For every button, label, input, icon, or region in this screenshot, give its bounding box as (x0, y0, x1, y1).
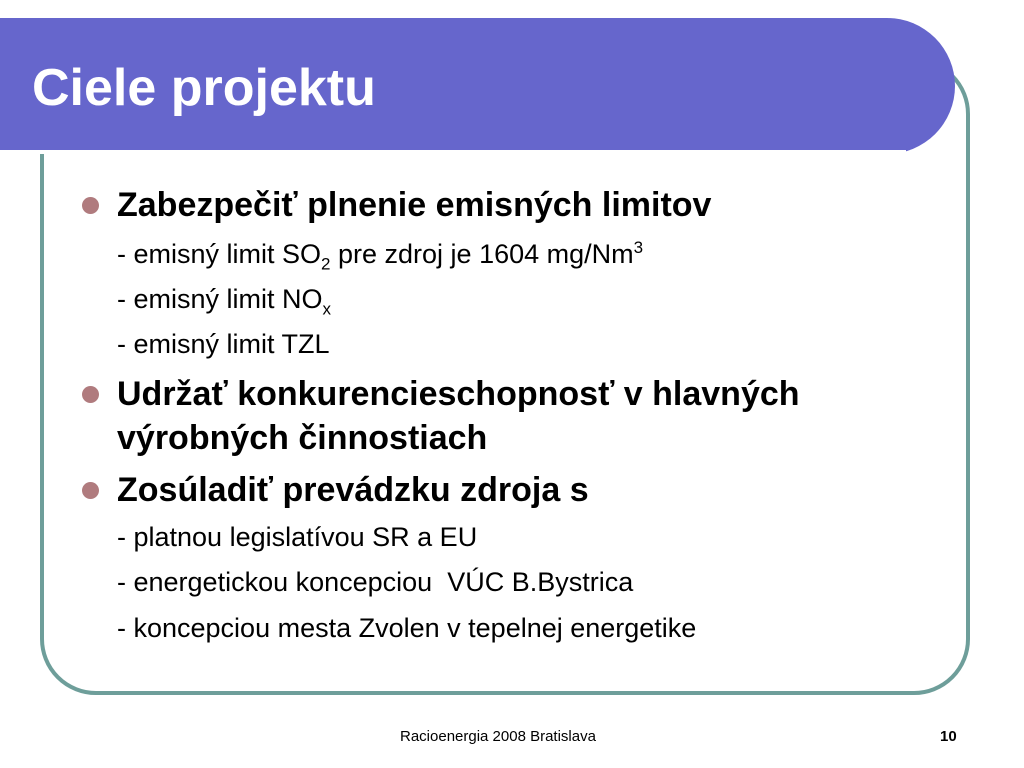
bullet-harmonize-operation (117, 468, 937, 512)
subscript: 2 (321, 254, 331, 274)
subitem-city-concept (117, 612, 696, 644)
subitem-so2-limit (117, 238, 644, 274)
subitem-nox-limit (117, 283, 332, 319)
bullet-text: Zabezpečiť plnenie emisných limitov (117, 186, 712, 224)
bullet-dot-icon (82, 197, 99, 214)
subitem-text: - emisný limit NO (117, 284, 323, 314)
subitem-text: - emisný limit TZL (117, 329, 330, 359)
subitem-tzl-limit (117, 328, 330, 360)
subitem-text: - koncepciou mesta Zvolen v tepelnej energetike (117, 613, 697, 643)
bullet-emission-limits (117, 183, 937, 227)
subitem-text: - emisný limit SO (117, 239, 322, 269)
bullet-text: Udržať konkurencieschopnosť v hlavných výrobných činnostiach (117, 375, 800, 457)
bullet-dot-icon (82, 386, 99, 403)
subitem-text: - energetickou koncepciou VÚC B.Bystrica (117, 567, 634, 597)
bullet-dot-icon (82, 482, 99, 499)
subitem-text: pre zdroj je 1604 mg/Nm (330, 239, 634, 269)
footer-text: Racioenergia 2008 Bratislava (400, 728, 596, 745)
subitem-text: - platnou legislatívou SR a EU (117, 522, 478, 552)
page-number: 10 (940, 728, 957, 745)
subitem-energy-concept (117, 566, 633, 598)
bullet-text: Zosúladiť prevádzku zdroja s (117, 471, 589, 509)
subscript: x (322, 299, 332, 319)
superscript: 3 (633, 238, 644, 257)
subitem-legislation (117, 521, 477, 553)
slide-title: Ciele projektu (32, 59, 376, 117)
bullet-competitiveness (117, 372, 937, 460)
